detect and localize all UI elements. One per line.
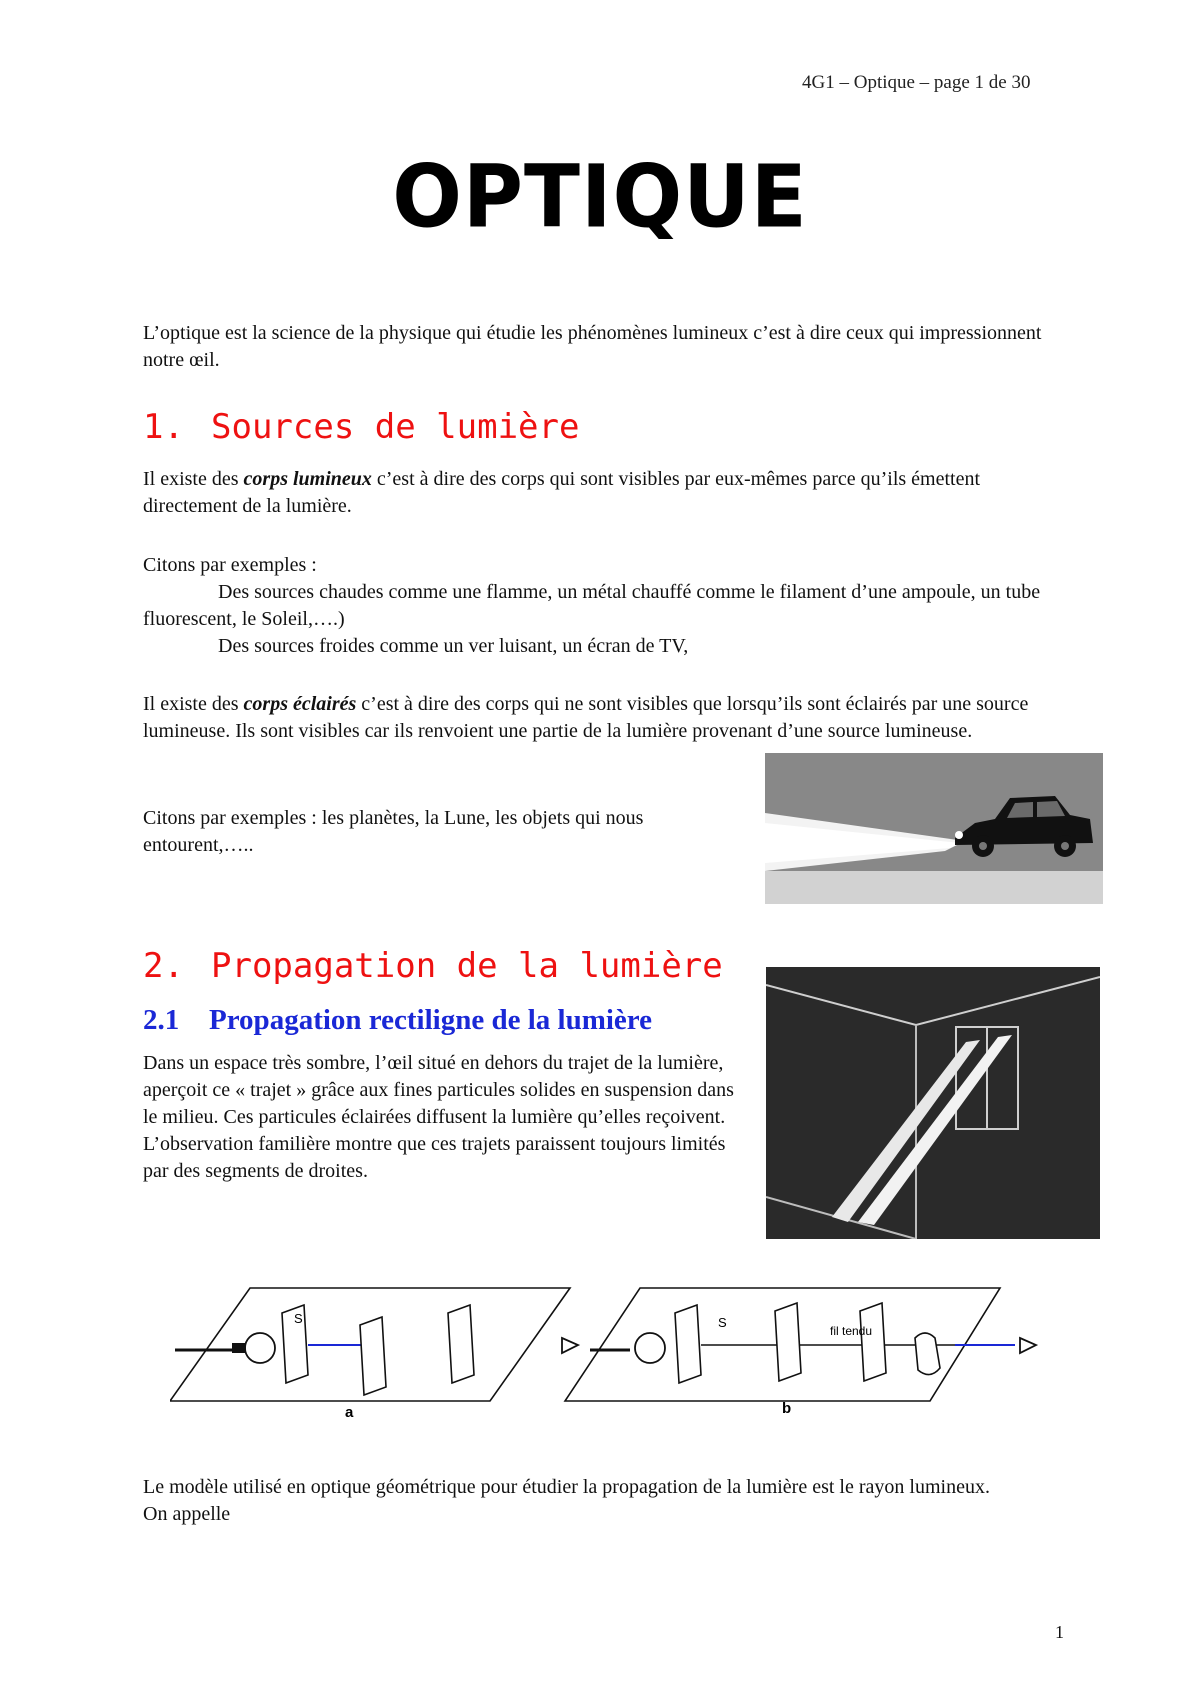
label-fil-tendu: fil tendu bbox=[830, 1324, 873, 1338]
subsection-2-1-title: Propagation rectiligne de la lumière bbox=[209, 1004, 653, 1036]
figure-a bbox=[170, 1288, 578, 1418]
experiment-figures bbox=[170, 1283, 1070, 1418]
subsection-2-1-number: 2.1 bbox=[143, 1004, 180, 1036]
lit-bodies-paragraph bbox=[143, 691, 1063, 745]
lit-bodies-examples: Citons par exemples : les planètes, la Lune, les objets qui nous entourent,….. bbox=[143, 807, 644, 856]
label-s-a: S bbox=[294, 1311, 303, 1326]
section-2-heading bbox=[143, 946, 723, 986]
text-run: Il existe des bbox=[143, 468, 244, 490]
example-hot-sources: Des sources chaudes comme une flamme, un métal chauffé comme le filament d’une ampoule, un tube fluorescent, le Soleil,….) bbox=[143, 581, 1041, 630]
label-a: a bbox=[345, 1404, 354, 1418]
term-corps-lumineux: corps lumineux bbox=[243, 468, 372, 490]
term-corps-eclaires: corps éclairés bbox=[243, 693, 357, 715]
light-ray-paragraph bbox=[143, 1474, 1063, 1528]
page-header: 4G1 – Optique – page 1 de 30 bbox=[802, 72, 1031, 93]
section-1-heading bbox=[143, 407, 579, 447]
page-title: OPTIQUE bbox=[392, 147, 808, 248]
page-number: 1 bbox=[1055, 1622, 1064, 1642]
section-1-title: Sources de lumière bbox=[211, 407, 580, 447]
definition-start: On appelle bbox=[143, 1503, 231, 1525]
examples-label: Citons par exemples : bbox=[143, 554, 317, 576]
label-b: b bbox=[782, 1400, 792, 1417]
example-cold-sources: Des sources froides comme un ver luisant, un écran de TV, bbox=[218, 635, 689, 657]
luminous-bodies-paragraph bbox=[143, 466, 1043, 520]
subsection-2-1-heading bbox=[143, 1003, 652, 1037]
car-headlight-figure bbox=[765, 753, 1103, 904]
label-s-b: S bbox=[718, 1315, 727, 1330]
text-run: Il existe des bbox=[143, 693, 244, 715]
section-2-title: Propagation de la lumière bbox=[211, 946, 723, 986]
rectilinear-paragraph bbox=[143, 1050, 748, 1185]
text-run: c’est à dire des corps qui ne sont visibles que lorsqu’ils sont éclairés par une source lumineuse. Ils sont visibles car ils renvoient une partie de la lumière provenant d’une source lumineuse. bbox=[143, 693, 1029, 742]
rectilinear-text: Dans un espace très sombre, l’œil situé en dehors du trajet de la lumière, aperçoit ce « trajet » grâce aux fines particules solides en suspension dans le milieu. Ces particules éclairées diffusent la lumière qu’elles reçoivent. bbox=[143, 1052, 734, 1128]
examples-block bbox=[143, 552, 1053, 660]
section-1-number: 1. bbox=[143, 407, 184, 447]
light-ray-model-text: Le modèle utilisé en optique géométrique pour étudier la propagation de la lumière est le rayon lumineux. bbox=[143, 1476, 990, 1498]
text-run: c’est à dire des corps qui sont visibles par eux-mêmes parce qu’ils émettent directement de la lumière. bbox=[143, 468, 981, 517]
figure-b bbox=[565, 1288, 1036, 1417]
light-beams-room-figure bbox=[766, 967, 1100, 1239]
intro-paragraph: L’optique est la science de la physique qui étudie les phénomènes lumineux c’est à dire ceux qui impressionnent notre œil. bbox=[143, 322, 1042, 371]
rectilinear-observation: L’observation familière montre que ces trajets paraissent toujours limités par des segments de droites. bbox=[143, 1133, 726, 1182]
section-2-number: 2. bbox=[143, 946, 184, 986]
